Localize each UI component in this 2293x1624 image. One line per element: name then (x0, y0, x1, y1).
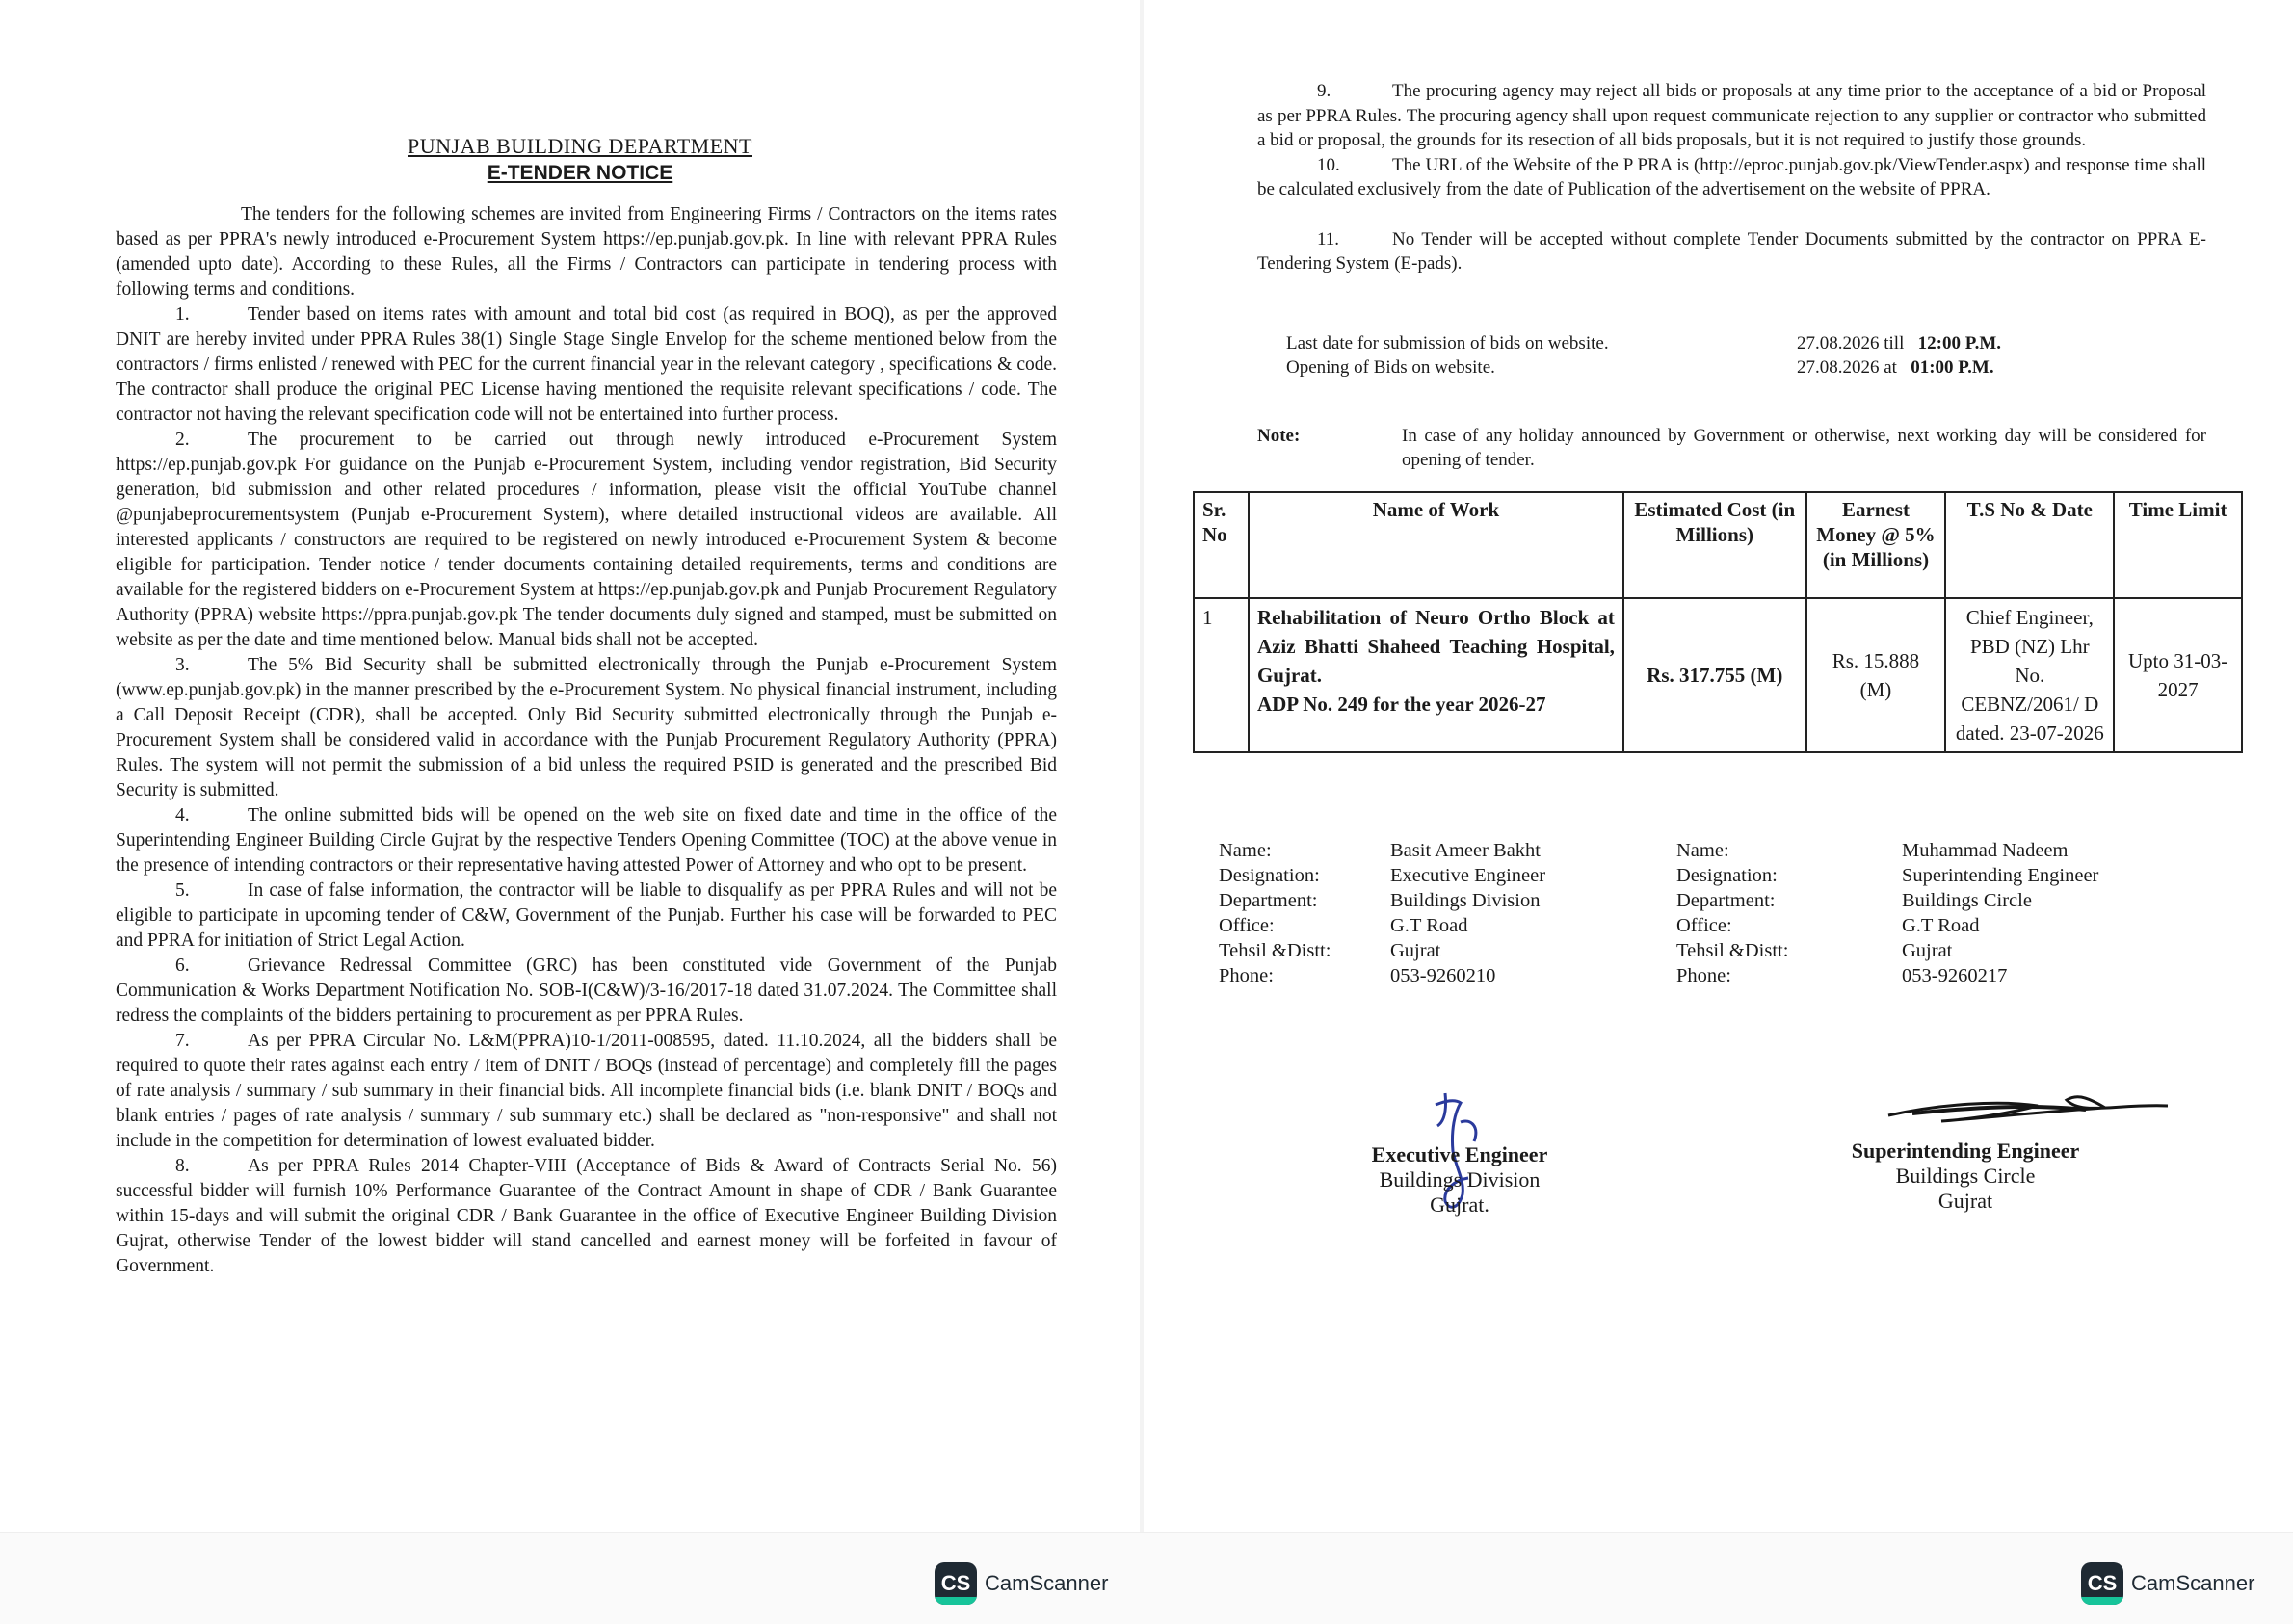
term-number: 11. (1317, 228, 1340, 249)
scan-footer (0, 1532, 2293, 1624)
cell-sr: 1 (1194, 598, 1249, 752)
term-number: 1. (175, 304, 190, 325)
table-row (1194, 598, 2242, 752)
contact-executive-engineer (1219, 838, 1652, 988)
header-ts-no-date: T.S No & Date (1945, 492, 2114, 598)
camscanner-name: CamScanner (2131, 1571, 2255, 1595)
adp-number: ADP No. 249 for the year 2026-27 (1256, 693, 1546, 716)
term-number: 4. (175, 805, 190, 825)
term-number: 3. (175, 655, 190, 675)
term-number: 9. (1317, 81, 1331, 101)
term-text: The procurement to be carried out through newly introduced e-Procurement System https://ep.punjab.gov.pk For guidance on the Punjab e-Procurement System, including vendor registration, Bid Security generation, bid submission and other related procedures / information, please visit the official YouTube channel @punjabeprocurementsystem (Punjab e-Procurement System), where detailed instructional videos are available. All interested applicants / constructors are required to be registered on newly introduced e-Procurement System & become eligible for participation. Tender notice / tender documents containing detailed requirements, terms and conditions are available for the registered bidders on e-Procurement System at https://ep.punjab.gov.pk and Punjab Procurement Regulatory Authority (PPRA) website https://ppra.punjab.gov.pk The tender documents duly signed and stamped, must be submitted on website as per the date and time mentioned below. Manual bids shall not be accepted. (116, 430, 1057, 650)
contact-row: Office: G.T Road (1219, 915, 1468, 936)
term-item (1257, 79, 2206, 153)
signatory-division: Buildings Circle (1895, 1164, 2036, 1188)
notice-title: E-TENDER NOTICE (487, 162, 673, 184)
term-item (1257, 153, 2206, 202)
term-item (1257, 227, 2206, 276)
term-item (116, 954, 1057, 1029)
contact-superintending-engineer (1676, 838, 2177, 988)
date-label: Last date for submission of bids on website. (1286, 333, 1609, 354)
camscanner-logo-icon: CS (2081, 1562, 2123, 1605)
term-item (116, 428, 1057, 653)
contact-row: Office: G.T Road (1676, 915, 1980, 936)
term-number: 2. (175, 430, 190, 450)
right-body (1257, 79, 2206, 276)
cell-name-of-work (1249, 598, 1623, 752)
work-description: Rehabilitation of Neuro Ortho Block at Aziz Bhatti Shaheed Teaching Hospital, Gujrat. (1256, 606, 1615, 687)
camscanner-watermark (2081, 1562, 2254, 1605)
contact-row: Designation: Superintending Engineer (1676, 865, 2099, 886)
term-item (116, 803, 1057, 878)
term-number: 7. (175, 1031, 190, 1051)
date-value: 27.08.2026 till 12:00 P.M. (1797, 333, 2001, 354)
signatory-title: Executive Engineer (1371, 1142, 1548, 1166)
page-divider (1140, 0, 1144, 1532)
term-text: The 5% Bid Security shall be submitted electronically through the Punjab e-Procurement System (www.ep.punjab.gov.pk) in the manner prescribed by the e-Procurement System. No physical financial instrument, including a Call Deposit Receipt (CDR), shall be accepted. Only Bid Security submitted electronically through the Punjab e-Procurement System shall be considered valid in accordance with the Punjab Procurement Regulatory Authority (PPRA) Rules. The system will not permit the submission of a bid unless the required PSID is generated and the prescribed Bid Security is submitted. (116, 655, 1057, 800)
term-item (116, 653, 1057, 803)
contact-row: Department: Buildings Division (1219, 890, 1541, 911)
date-label: Opening of Bids on website. (1286, 357, 1495, 378)
contact-row: Name: Basit Ameer Bakht (1219, 840, 1542, 861)
note-text: In case of any holiday announced by Government or otherwise, next working day will be considered for opening of tender. (1402, 426, 2206, 470)
date-value: 27.08.2026 at 01:00 P.M. (1797, 357, 1994, 378)
term-number: 6. (175, 956, 190, 976)
signatory-location: Gujrat (1937, 1189, 1993, 1213)
contact-row: Department: Buildings Circle (1676, 890, 2032, 911)
term-item (116, 1029, 1057, 1154)
note-label: Note: (1257, 426, 1301, 446)
cell-time-limit: Upto 31-03-2027 (2114, 598, 2242, 752)
term-item (116, 878, 1057, 954)
cell-ts-no-date: Chief Engineer, PBD (NZ) Lhr No. CEBNZ/2061/ D dated. 23-07-2026 (1945, 598, 2114, 752)
term-number: 5. (175, 880, 190, 901)
contact-row: Designation: Executive Engineer (1219, 865, 1546, 886)
submission-date-row (1286, 331, 2057, 355)
term-text: As per PPRA Circular No. L&M(PPRA)10-1/2011-008595, dated. 11.10.2024, all the bidders shall be required to quote their rates against each entry / item of DNIT / BOQs (instead of percentage) and completely fill the pages of rate analysis / summary / sub summary in their financial bids. All incomplete financial bids (i.e. blank DNIT / BOQs and blank entries / pages of rate analysis / summary / sub summary etc.) shall be declared as "non-responsive" and shall not include in the competition for determination of lowest evaluated bidder. (116, 1031, 1057, 1151)
contact-row: Phone: 053-9260217 (1676, 965, 2008, 986)
table-header-row (1194, 492, 2242, 598)
cell-earnest-money: Rs. 15.888 (M) (1806, 598, 1946, 752)
term-text: Tender based on items rates with amount and total bid cost (as required in BOQ), as per the approved DNIT are hereby invited under PPRA Rules 38(1) Single Stage Single Envelop for the scheme mentioned below from the contractors / firms enlisted / renewed with PEC for the current financial year in the relevant category , specifications & code. The contractor shall produce the original PEC License having mentioned the requisite relevant specifications / code. The contractor not having the relevant specification code will not be entertained into further process. (116, 304, 1057, 425)
term-number: 10. (1317, 154, 1340, 175)
contact-row: Name: Muhammad Nadeem (1676, 840, 2069, 861)
signatory-division: Buildings Division (1379, 1167, 1541, 1192)
header-time-limit: Time Limit (2114, 492, 2242, 598)
term-number: 8. (175, 1156, 190, 1176)
signature-superintending-engineer (1884, 1087, 2173, 1135)
camscanner-watermark (935, 1562, 1108, 1605)
term-text: The online submitted bids will be opened on the web site on fixed date and time in the office of the Superintending Engineer Building Circle Gujrat by the respective Tenders Opening Committee (TOC) at the above venue in the presence of intending contractors or their representative having attested Power of Attorney and who opt to be present. (116, 805, 1057, 876)
cell-estimated-cost: Rs. 317.755 (M) (1623, 598, 1806, 752)
camscanner-logo-icon: CS (935, 1562, 977, 1605)
contact-row: Tehsil &Distt: Gujrat (1676, 940, 1953, 961)
term-text: The URL of the Website of the P PRA is (http://eproc.punjab.gov.pk/ViewTender.aspx) and response time shall be calculated exclusively from the date of Publication of the advertisement on the website of PPRA. (1257, 154, 2206, 199)
term-text: In case of false information, the contractor will be liable to disqualify as per PPRA Rules and will not be eligible to participate in upcoming tender of C&W, Government of the Punjab. Further his case will be forwarded to PEC and PPRA for initiation of Strict Legal Action. (116, 880, 1057, 951)
contact-row: Phone: 053-9260210 (1219, 965, 1496, 986)
term-text: Grievance Redressal Committee (GRC) has been constituted vide Government of the Punjab Communication & Works Department Notification No. SOB-I(C&W)/3-16/2017-18 dated 31.07.2024. The Committee shall redress the complaints of the bidders pertaining to procurement as per PPRA Rules. (116, 956, 1057, 1026)
camscanner-name: CamScanner (985, 1571, 1109, 1595)
header-estimated-cost: Estimated Cost (in Millions) (1623, 492, 1806, 598)
term-text: As per PPRA Rules 2014 Chapter-VIII (Acceptance of Bids & Award of Contracts Serial No. 56) successful bidder will furnish 10% Performance Guarantee of the Contract Amount in shape of CDR / Bank Guarantee within 15-days and will submit the original CDR / Bank Guarantee in the office of Executive Engineer Building Division Gujrat, otherwise Tender of the lowest bidder will stand cancelled and earnest money will be forfeited in favour of Government. (116, 1156, 1057, 1276)
header-earnest-money: Earnest Money @ 5% (in Millions) (1806, 492, 1946, 598)
bid-dates (1286, 331, 2057, 380)
term-text: The procuring agency may reject all bids or proposals at any time prior to the acceptance of a bid or Proposal as per PPRA Rules. The procuring agency shall upon request communicate rejection to any supplier or contractor who submitted a bid or proposal, the grounds for its resection of all bids proposals, but it is not required to justify those grounds. (1257, 81, 2206, 150)
term-text: No Tender will be accepted without complete Tender Documents submitted by the contractor on PPRA E-Tendering System (E-pads). (1257, 228, 2206, 274)
notice-heading (387, 133, 773, 187)
signatory-location: Gujrat. (1430, 1192, 1489, 1217)
header-sr-no: Sr. No (1194, 492, 1249, 598)
signature-block-executive-engineer (1330, 1142, 1590, 1218)
signatory-title: Superintending Engineer (1851, 1139, 2080, 1163)
header-name-of-work: Name of Work (1249, 492, 1623, 598)
intro-paragraph: The tenders for the following schemes are invited from Engineering Firms / Contractors on the items rates based as per PPRA's newly introduced e-Procurement System https://ep.punjab.gov.pk. In line with relevant PPRA Rules (amended upto date). According to these Rules, all the Firms / Contractors can participate in tendering process with following terms and conditions. (116, 204, 1057, 300)
works-table (1193, 491, 2243, 753)
contact-row: Tehsil &Distt: Gujrat (1219, 940, 1441, 961)
department-title: PUNJAB BUILDING DEPARTMENT (408, 134, 752, 158)
signature-block-superintending-engineer (1811, 1139, 2120, 1214)
term-item (116, 1154, 1057, 1279)
left-body (116, 202, 1057, 1279)
opening-date-row (1286, 355, 2057, 380)
term-item (116, 302, 1057, 428)
